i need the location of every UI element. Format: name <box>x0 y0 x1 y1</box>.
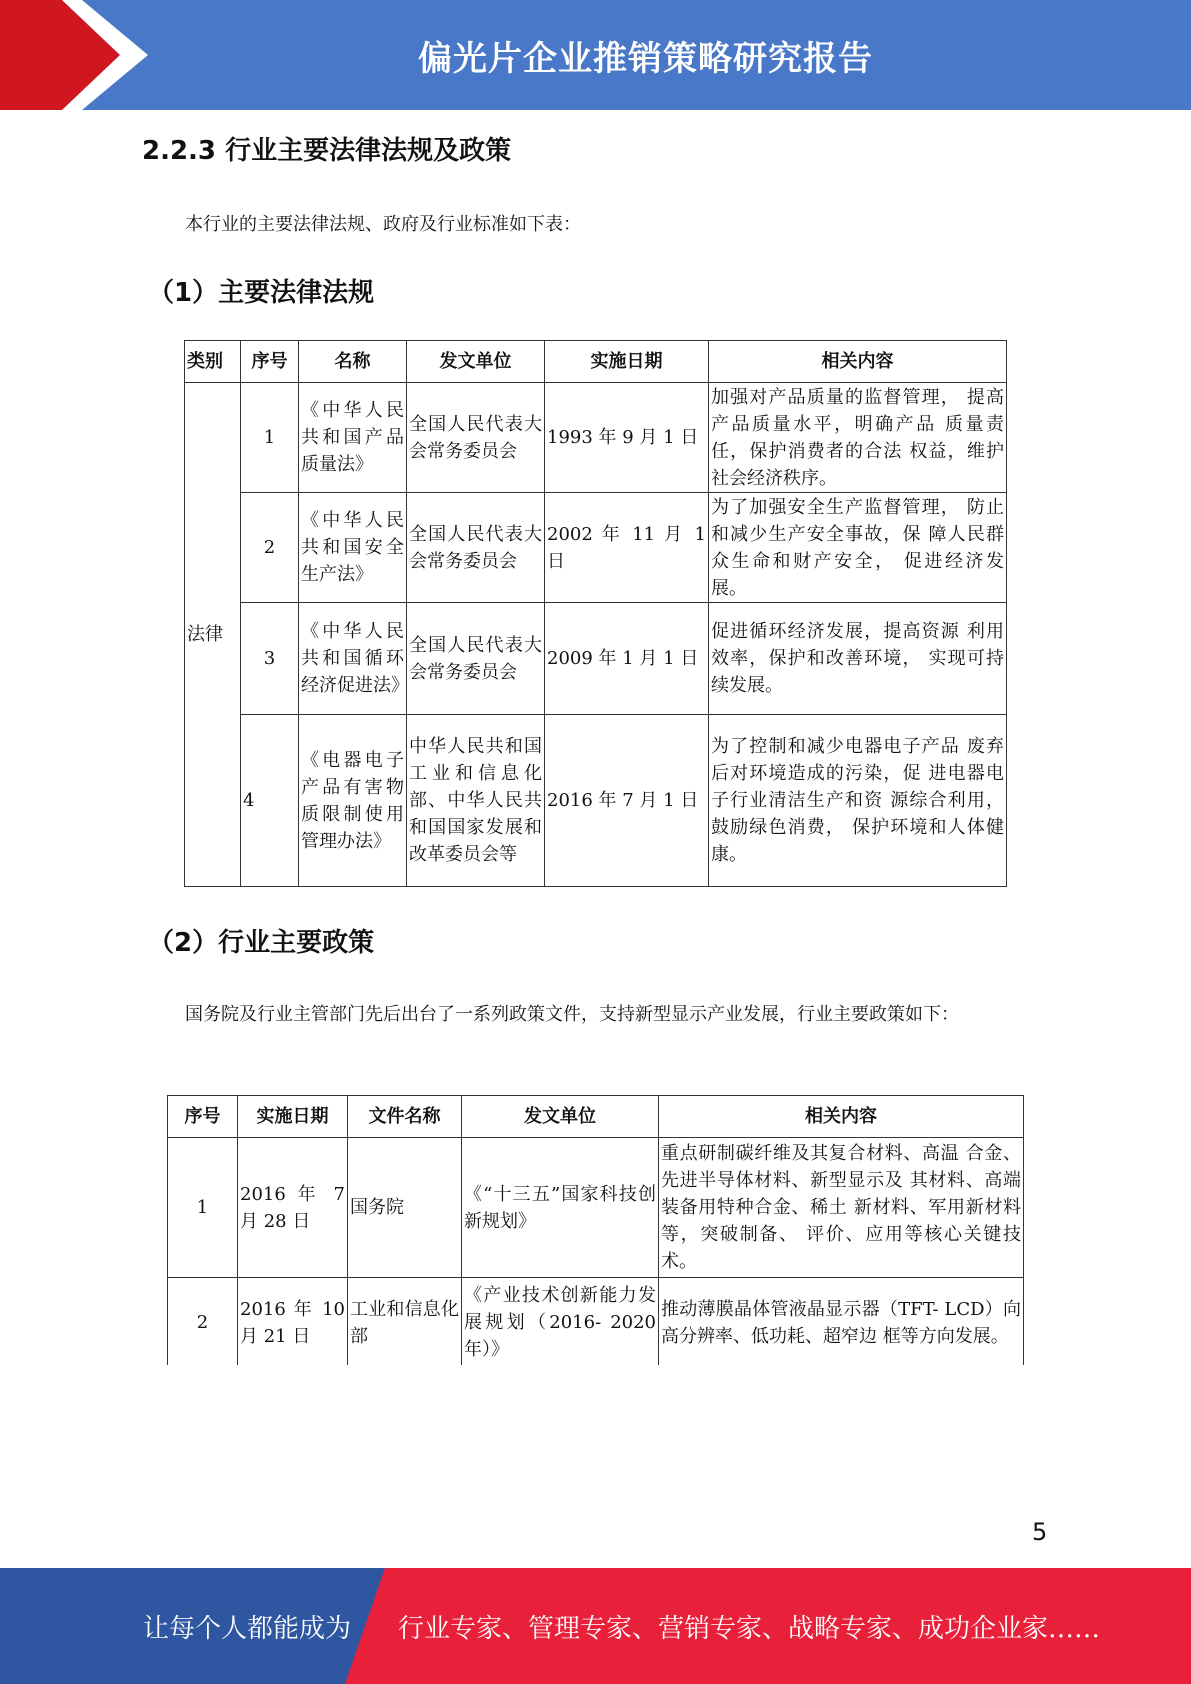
col-date: 实施日期 <box>238 1096 348 1138</box>
row-issuer: 全国人民代表大会常务委员会 <box>407 383 545 493</box>
row-no: 4 <box>241 715 299 887</box>
category-cell: 法律 <box>185 383 241 887</box>
row-date: 2009 年 1 月 1 日 <box>545 603 709 715</box>
row-no: 2 <box>168 1278 238 1366</box>
section-heading: 2.2.3 行业主要法律法规及政策 <box>142 136 512 166</box>
section-intro: 本行业的主要法律法规、政府及行业标准如下表： <box>185 214 581 235</box>
row-content: 重点研制碳纤维及其复合材料、高温 合金、先进半导体材料、新型显示及 其材料、高端装备用特种合金、稀土 新材料、军用新材料等，突破制备、 评价、应用等核心关键技术。 <box>659 1138 1024 1278</box>
laws-table-header <box>185 341 1007 383</box>
laws-heading: （1）主要法律法规 <box>148 278 375 308</box>
row-content: 为了控制和减少电器电子产品 废弃后对环境造成的污染，促 进电器电子行业清洁生产和资 源综合利用，鼓励绿色消费， 保护环境和人体健康。 <box>709 715 1007 887</box>
col-issuer: 发文单位 <box>407 341 545 383</box>
row-issuer: 《“十三五”国家科技创新规划》 <box>462 1138 659 1278</box>
row-name: 《电器电子产品有害物质限制使用管理办法》 <box>299 715 407 887</box>
table-row <box>185 603 1007 715</box>
row-content: 推动薄膜晶体管液晶显示器（TFT- LCD）向高分辨率、低功耗、超窄边 框等方向发展。 <box>659 1278 1024 1366</box>
table-row <box>185 715 1007 887</box>
row-no: 3 <box>241 603 299 715</box>
table-row <box>168 1138 1024 1278</box>
row-content: 为了加强安全生产监督管理， 防止和减少生产安全事故，保 障人民群众生命和财产安全， 促进经济发展。 <box>709 493 1007 603</box>
policies-table-header <box>168 1096 1024 1138</box>
footer-slogan-left: 让每个人都能成为 <box>143 1613 352 1644</box>
row-name: 《中华人民共和国产品质量法》 <box>299 383 407 493</box>
row-no: 1 <box>241 383 299 493</box>
col-name: 名称 <box>299 341 407 383</box>
col-file: 文件名称 <box>348 1096 462 1138</box>
row-name: 《中华人民共和国安全生产法》 <box>299 493 407 603</box>
row-content: 促进循环经济发展，提高资源 利用效率，保护和改善环境， 实现可持续发展。 <box>709 603 1007 715</box>
col-no: 序号 <box>168 1096 238 1138</box>
policies-table-container <box>167 1095 1025 1365</box>
row-file: 工业和信息化部 <box>348 1278 462 1366</box>
table-row <box>185 383 1007 493</box>
page-header <box>0 0 1191 110</box>
table-row <box>168 1278 1024 1366</box>
row-date: 2016 年 7 月 28 日 <box>238 1138 348 1278</box>
col-category: 类别 <box>185 341 241 383</box>
row-date: 2002 年 11 月 1 日 <box>545 493 709 603</box>
policies-heading: （2）行业主要政策 <box>148 928 375 958</box>
report-title: 偏光片企业推销策略研究报告 <box>418 38 873 79</box>
row-no: 1 <box>168 1138 238 1278</box>
footer-slogan-right: 行业专家、管理专家、营销专家、战略专家、成功企业家…… <box>398 1613 1101 1644</box>
policies-table <box>167 1095 1024 1365</box>
col-no: 序号 <box>241 341 299 383</box>
policies-intro: 国务院及行业主管部门先后出台了一系列政策文件，支持新型显示产业发展，行业主要政策如下： <box>185 1004 959 1025</box>
col-issuer: 发文单位 <box>462 1096 659 1138</box>
row-date: 2016 年 7 月 1 日 <box>545 715 709 887</box>
row-name: 《中华人民共和国循环经济促进法》 <box>299 603 407 715</box>
row-no: 2 <box>241 493 299 603</box>
page-footer <box>0 1568 1191 1684</box>
col-content: 相关内容 <box>659 1096 1024 1138</box>
row-issuer: 全国人民代表大会常务委员会 <box>407 493 545 603</box>
page-number: 5 <box>1032 1518 1048 1546</box>
row-file: 国务院 <box>348 1138 462 1278</box>
row-issuer: 全国人民代表大会常务委员会 <box>407 603 545 715</box>
row-issuer: 中华人民共和国工业和信息化部、中华人民共和国国家发展和改革委员会等 <box>407 715 545 887</box>
laws-table <box>184 340 1007 887</box>
row-content: 加强对产品质量的监督管理， 提高产品质量水平，明确产品 质量责任，保护消费者的合法 权益，维护社会经济秩序。 <box>709 383 1007 493</box>
row-date: 1993 年 9 月 1 日 <box>545 383 709 493</box>
col-date: 实施日期 <box>545 341 709 383</box>
col-content: 相关内容 <box>709 341 1007 383</box>
row-issuer: 《产业技术创新能力发展规划（2016- 2020 年）》 <box>462 1278 659 1366</box>
row-date: 2016 年 10 月 21 日 <box>238 1278 348 1366</box>
table-row <box>185 493 1007 603</box>
